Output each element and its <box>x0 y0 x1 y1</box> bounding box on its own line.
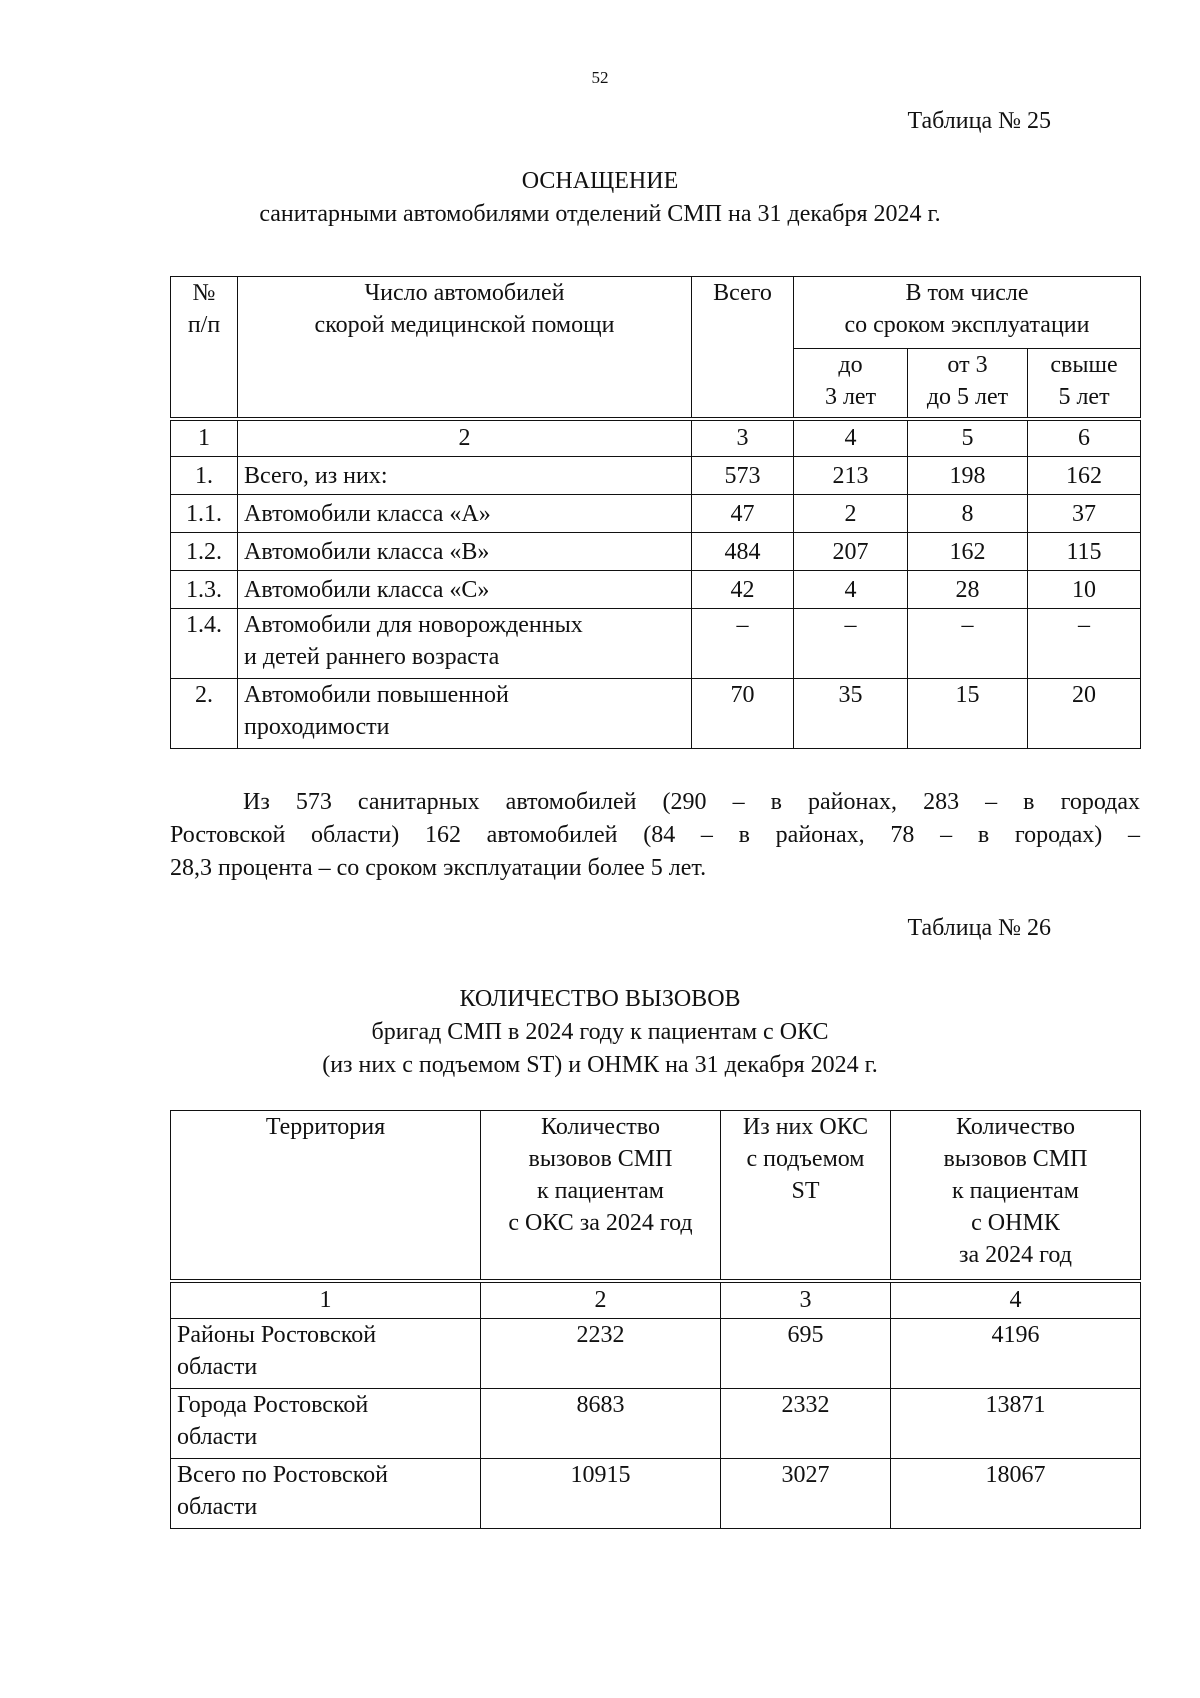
row-name-line2: проходимости <box>244 714 390 740</box>
row-3to5: 162 <box>908 533 1028 571</box>
row-territory-line2: области <box>177 1424 258 1450</box>
row-name-line1: Автомобили для новорожденных <box>244 612 583 638</box>
header-name-cell <box>238 277 692 419</box>
row-name-line2: и детей раннего возраста <box>244 644 500 670</box>
header-onmk-cell <box>891 1111 1141 1281</box>
header-oks-line: Количество <box>541 1114 660 1140</box>
table-26-subtitle-1: бригад СМП в 2024 году к пациентам с ОКС <box>371 1019 829 1045</box>
row-under3: 213 <box>794 457 908 495</box>
table-row <box>171 679 1141 749</box>
column-number: 2 <box>238 419 692 457</box>
table-row <box>171 1389 1141 1459</box>
paragraph-line-3: 28,3 процента – со сроком эксплуатации более 5 лет. <box>170 855 707 881</box>
row-num: 1.2. <box>171 533 238 571</box>
header-3to5-line2: до 5 лет <box>926 384 1009 410</box>
column-number: 4 <box>794 419 908 457</box>
row-total: 42 <box>692 571 794 609</box>
table-26-subtitle-2: (из них с подъемом ST) и ОНМК на 31 декабря 2024 г. <box>322 1052 878 1078</box>
column-number: 4 <box>891 1281 1141 1319</box>
header-under3-line2: 3 лет <box>824 384 877 410</box>
row-name: Всего, из них: <box>238 457 692 495</box>
page-number: 52 <box>591 68 609 87</box>
table-26 <box>170 1110 1141 1529</box>
row-onmk: 13871 <box>891 1389 1141 1459</box>
row-total: 573 <box>692 457 794 495</box>
header-total-cell: Всего <box>692 277 794 419</box>
table-row <box>171 609 1141 679</box>
header-name-line1: Число автомобилей <box>364 280 565 306</box>
header-3to5-line1: от 3 <box>947 352 988 378</box>
row-territory-line1: Всего по Ростовской <box>177 1462 388 1488</box>
header-over5-cell <box>1028 349 1141 419</box>
table-25-subtitle: санитарными автомобилями отделений СМП на 31 декабря 2024 г. <box>259 201 941 227</box>
row-name-line1: Автомобили повышенной <box>244 682 509 708</box>
header-onmk-line: за 2024 год <box>959 1242 1072 1268</box>
row-territory-line2: области <box>177 1354 258 1380</box>
table-row <box>171 1319 1141 1389</box>
row-num: 1.1. <box>171 495 238 533</box>
column-number-row <box>171 1281 1141 1319</box>
table-row <box>171 533 1141 571</box>
header-under3-cell <box>794 349 908 419</box>
header-onmk-line: Количество <box>956 1114 1075 1140</box>
row-over5: 162 <box>1028 457 1141 495</box>
table-25-label: Таблица № 25 <box>907 108 1051 134</box>
header-oks-line: с ОКС за 2024 год <box>508 1210 693 1236</box>
paragraph-line-1 <box>170 786 1140 819</box>
row-st: 2332 <box>721 1389 891 1459</box>
table-row <box>171 571 1141 609</box>
row-territory-line1: Районы Ростовской <box>177 1322 377 1348</box>
column-number: 6 <box>1028 419 1141 457</box>
row-territory-cell <box>171 1389 481 1459</box>
row-total: 484 <box>692 533 794 571</box>
header-group-cell <box>794 277 1141 349</box>
header-over5-line2: 5 лет <box>1058 384 1110 410</box>
paragraph-line-1-text: Из 573 санитарных автомобилей (290 – в районах, 283 – в городах <box>243 789 1140 815</box>
row-3to5: – <box>908 609 1028 679</box>
row-3to5: 198 <box>908 457 1028 495</box>
row-territory-line2: области <box>177 1494 258 1520</box>
header-num-line1: № <box>192 280 216 306</box>
row-oks: 10915 <box>481 1459 721 1529</box>
row-num: 1. <box>171 457 238 495</box>
row-under3: 207 <box>794 533 908 571</box>
row-name: Автомобили класса «А» <box>238 495 692 533</box>
column-number: 3 <box>721 1281 891 1319</box>
header-st-line: ST <box>791 1178 820 1204</box>
row-name-cell <box>238 609 692 679</box>
row-under3: 35 <box>794 679 908 749</box>
header-num-cell <box>171 277 238 419</box>
table-row <box>171 495 1141 533</box>
header-oks-line: к пациентам <box>537 1178 664 1204</box>
header-st-cell <box>721 1111 891 1281</box>
column-number: 2 <box>481 1281 721 1319</box>
row-num: 1.3. <box>171 571 238 609</box>
row-over5: 10 <box>1028 571 1141 609</box>
row-over5: – <box>1028 609 1141 679</box>
paragraph-line-2: Ростовской области) 162 автомобилей (84 – в районах, 78 – в городах) – <box>170 822 1140 848</box>
table-26-label: Таблица № 26 <box>907 915 1051 941</box>
header-st-line: Из них ОКС <box>742 1114 869 1140</box>
row-total: 70 <box>692 679 794 749</box>
row-oks: 8683 <box>481 1389 721 1459</box>
row-under3: 2 <box>794 495 908 533</box>
column-number: 3 <box>692 419 794 457</box>
row-num: 1.4. <box>171 609 238 679</box>
header-name-line2: скорой медицинской помощи <box>314 312 615 338</box>
header-onmk-line: с ОНМК <box>971 1210 1060 1236</box>
row-over5: 20 <box>1028 679 1141 749</box>
header-oks-cell <box>481 1111 721 1281</box>
table-26-title: КОЛИЧЕСТВО ВЫЗОВОВ <box>459 986 741 1012</box>
row-territory-cell <box>171 1319 481 1389</box>
row-3to5: 8 <box>908 495 1028 533</box>
column-number: 1 <box>171 1281 481 1319</box>
header-onmk-line: к пациентам <box>952 1178 1079 1204</box>
column-number: 1 <box>171 419 238 457</box>
row-over5: 115 <box>1028 533 1141 571</box>
row-num: 2. <box>171 679 238 749</box>
row-st: 695 <box>721 1319 891 1389</box>
table-25 <box>170 276 1141 749</box>
header-under3-line1: до <box>838 352 863 378</box>
row-under3: 4 <box>794 571 908 609</box>
row-3to5: 28 <box>908 571 1028 609</box>
column-number-row <box>171 419 1141 457</box>
row-under3: – <box>794 609 908 679</box>
body-paragraph <box>170 786 1140 885</box>
row-st: 3027 <box>721 1459 891 1529</box>
header-onmk-line: вызовов СМП <box>943 1146 1088 1172</box>
header-oks-line: вызовов СМП <box>528 1146 673 1172</box>
table-row <box>171 457 1141 495</box>
table-25-header-row <box>171 277 1141 349</box>
table-26-header-row <box>171 1111 1141 1281</box>
header-territory-cell: Территория <box>171 1111 481 1281</box>
row-onmk: 4196 <box>891 1319 1141 1389</box>
row-onmk: 18067 <box>891 1459 1141 1529</box>
row-total: – <box>692 609 794 679</box>
header-over5-line1: свыше <box>1050 352 1118 378</box>
table-row <box>171 1459 1141 1529</box>
header-3to5-cell <box>908 349 1028 419</box>
row-territory-cell <box>171 1459 481 1529</box>
column-number: 5 <box>908 419 1028 457</box>
header-group-line2: со сроком эксплуатации <box>844 312 1090 338</box>
header-num-line2: п/п <box>187 312 221 338</box>
row-total: 47 <box>692 495 794 533</box>
row-oks: 2232 <box>481 1319 721 1389</box>
header-st-line: с подъемом <box>746 1146 865 1172</box>
row-name: Автомобили класса «В» <box>238 533 692 571</box>
row-name-cell <box>238 679 692 749</box>
row-territory-line1: Города Ростовской <box>177 1392 369 1418</box>
row-name: Автомобили класса «С» <box>238 571 692 609</box>
row-3to5: 15 <box>908 679 1028 749</box>
table-25-title: ОСНАЩЕНИЕ <box>521 168 679 194</box>
header-group-line1: В том числе <box>905 280 1029 306</box>
row-over5: 37 <box>1028 495 1141 533</box>
